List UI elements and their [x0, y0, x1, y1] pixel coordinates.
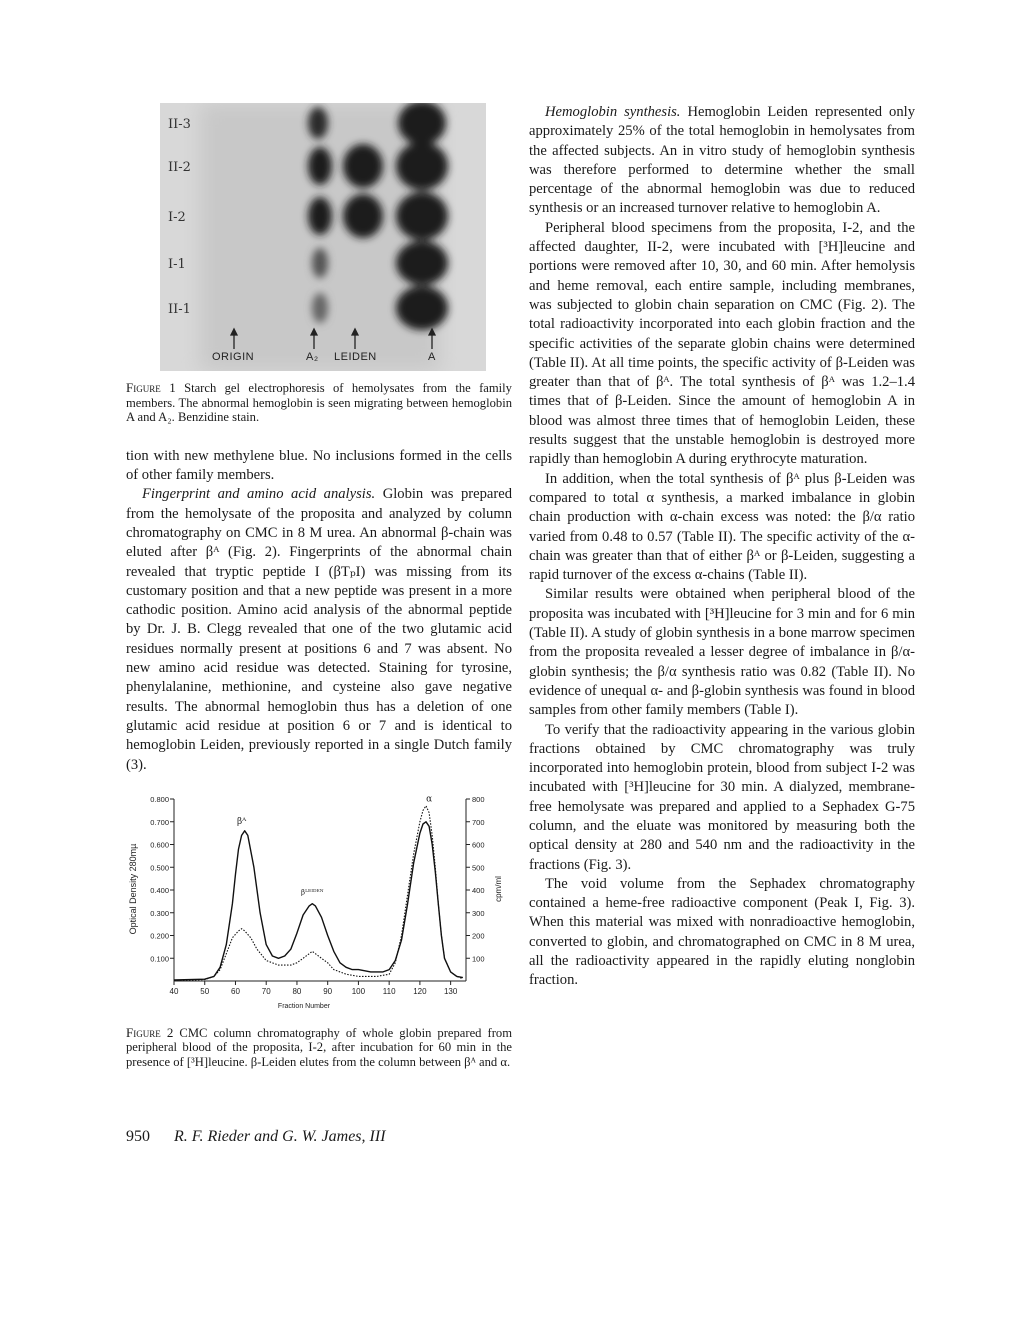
paragraph: The void volume from the Sephadex chromatography contained a heme-free radioactive component (Peak I, Fig. 3). When this material was mixed with nonradioactive hemoglobin, converted to globin, and chromatographed on CMC in 8 M urea, all the radioactivity appeared in the rapidly eluting nonglobin fraction. [529, 875, 915, 989]
y-axis-label: Optical Density 280mµ [128, 843, 138, 935]
x-tick-label: 70 [261, 986, 271, 996]
paragraph-heading: Fingerprint and amino acid analysis. [142, 486, 376, 503]
y2-tick-label: 800 [472, 794, 485, 804]
figure2-caption-label: Figure 2 [126, 1024, 174, 1040]
x-tick-label: 50 [200, 986, 210, 996]
y-tick-label: 0.800 [150, 794, 169, 804]
y2-tick-label: 400 [472, 885, 485, 895]
gel-label-a: A [428, 351, 436, 363]
y2-tick-label: 200 [472, 931, 485, 941]
y-tick-label: 0.500 [150, 863, 169, 873]
x-axis-label: Fraction Number [277, 1002, 331, 1010]
figure1-caption-label: Figure 1 [126, 380, 176, 395]
gel-label-origin: ORIGIN [212, 351, 255, 363]
y-tick-label: 0.100 [150, 954, 169, 964]
chart-svg [126, 789, 506, 1013]
y2-tick-label: 300 [472, 908, 485, 918]
y2-tick-label: 100 [472, 954, 485, 964]
gel-label-leiden: LEIDEN [334, 351, 377, 363]
x-tick-label: 130 [443, 986, 458, 996]
gel-bands [160, 103, 486, 371]
gel-label-a2: A₂ [306, 351, 319, 363]
y2-tick-label: 700 [472, 817, 485, 827]
gel-lane-label: II-3 [168, 117, 191, 132]
paragraph [529, 103, 915, 219]
y-tick-label: 0.700 [150, 817, 169, 827]
author-line: R. F. Rieder and G. W. James, III [174, 1128, 386, 1145]
paragraph: To verify that the radioactivity appearing in the various globin fractions obtained by CMC chromatography was truly incorporated into hemoglobin protein, blood from subject I-2 was incubated with [³H]leucine for 30 min. A dialyzed, membrane-free hemolysate was prepared and applied to a Sephadex G-75 column, and the eluate was monitored by measuring both the optical density at 280 and 540 nm and the radioactivity in the fractions (Fig. 3). [529, 721, 915, 873]
figure1-caption-text: Starch gel electrophoresis of hemolysates from the family members. The abnormal hemoglobin is seen migrating between hemoglobin A and A₂. Benzidine stain. [126, 381, 512, 425]
paragraph-heading: Hemoglobin synthesis. [545, 104, 681, 120]
right-column [529, 103, 915, 991]
x-tick-label: 90 [323, 986, 333, 996]
gel-lane-label: I-1 [168, 257, 186, 272]
gel-lane-label: II-1 [168, 302, 191, 317]
page-number: 950 [126, 1128, 150, 1145]
gel-lane-label: II-2 [168, 160, 191, 175]
y-tick-label: 0.200 [150, 931, 169, 941]
peak-label: βᴬ [236, 816, 247, 827]
gel-lane-label: I-2 [168, 210, 186, 225]
x-tick-label: 100 [351, 986, 366, 996]
paragraph: Similar results were obtained when peripheral blood of the proposita was incubated with [³H]leucine for 3 min and for 6 min (Table II). A study of globin synthesis in a bone marrow specimen from the proposita revealed a lesser degree of imbalance in β/α-globin synthesis; the β/α synthesis ratio was 0.82 (Table II). No evidence of unequal α- and β-globin synthesis was found in blood samples from other family members (Table I). [529, 586, 915, 719]
paragraph: tion with new methylene blue. No inclusions formed in the cells of other family members. [126, 447, 512, 484]
x-tick-label: 110 [382, 986, 396, 996]
peak-label: βᴸᴱᴵᴰᴱᴺ [301, 888, 324, 897]
paragraph-body: Hemoglobin Leiden represented only approximately 25% of the total hemoglobin in hemolysates from the affected subjects. An in vitro study of hemoglobin synthesis was therefore performed to determine whether the small percentage of the abnormal hemoglobin was due to reduced synthesis or an increased turnover relative to hemoglobin A. [529, 104, 915, 217]
figure2-caption [126, 1026, 512, 1070]
paragraph: In addition, when the total synthesis of βᴬ plus β-Leiden was compared to total α synthesis, a marked imbalance in globin chain production with α-chain excess was noted: the β/α ratio varied from 0.48 to 0.57 (Table II). The specific activity of the α-chain was greater than that of either βᴬ or β-Leiden, suggesting a rapid turnover of the excess α-chains (Table II). [529, 470, 915, 584]
paragraph [126, 485, 512, 774]
y-tick-label: 0.300 [150, 908, 169, 918]
x-tick-label: 120 [413, 986, 427, 996]
y2-axis-label: cpm/ml [494, 875, 503, 902]
x-tick-label: 80 [292, 986, 302, 996]
y2-tick-label: 600 [472, 840, 485, 850]
x-tick-label: 60 [231, 986, 240, 996]
peak-label: α [426, 794, 433, 805]
figure2-chart [126, 789, 512, 1018]
paragraph: Peripheral blood specimens from the proposita, I-2, and the affected daughter, II-2, were incubated with [³H]leucine and portions were removed after 10, 30, and 60 min. After hemolysis and heme removal, each entire sample, including membranes, was subjected to globin chain separation on CMC (Fig. 2). The total radioactivity incorporated into each globin fraction and the specific activities of the separate globin chains were determined (Table II). At all time points, the specific activity of β-Leiden was greater than that of βᴬ. The total synthesis of βᴬ was 1.2–1.4 times that of β-Leiden. Since the amount of hemoglobin A in blood was almost three times that of hemoglobin Leiden, these results suggest that the unstable hemoglobin is destroyed more rapidly than hemoglobin A during erythrocyte maturation. [529, 219, 915, 468]
page-footer [126, 1128, 386, 1146]
y-tick-label: 0.400 [150, 885, 169, 895]
y2-tick-label: 500 [472, 863, 485, 873]
x-tick-label: 40 [169, 986, 179, 996]
y-tick-label: 0.600 [150, 840, 169, 850]
left-column [126, 103, 512, 1070]
figure2-caption-text: CMC column chromatography of whole globin prepared from peripheral blood of the proposita, I-2, after incubation for 60 min in the presence of [³H]leucine. β-Leiden elutes from the column between βᴬ and α. [126, 1025, 512, 1070]
paragraph-body: Globin was prepared from the hemolysate of the proposita and analyzed by column chromatography on CMC in 8 M urea. An abnormal β-chain was eluted after βᴬ (Fig. 2). Fingerprints of the abnormal chain revealed that tryptic peptide I (βTₚI) was missing from its customary position and that a new peptide was present in a more cathodic position. Amino acid analysis of the abnormal peptide by Dr. J. B. Clegg revealed that one of the two glutamic acid residues normally present at positions 6 and 7 was absent. No new amino acid residue was detected. Staining for tyrosine, phenylalanine, methionine, and cysteine also gave negative results. The abnormal hemoglobin thus has a deletion of one glutamic acid residue at position 6 or 7 and is identical to hemoglobin Leiden, previously reported in a single Dutch family (3). [126, 486, 512, 773]
figure1-gel-image [160, 103, 486, 371]
figure1-caption [126, 381, 512, 425]
